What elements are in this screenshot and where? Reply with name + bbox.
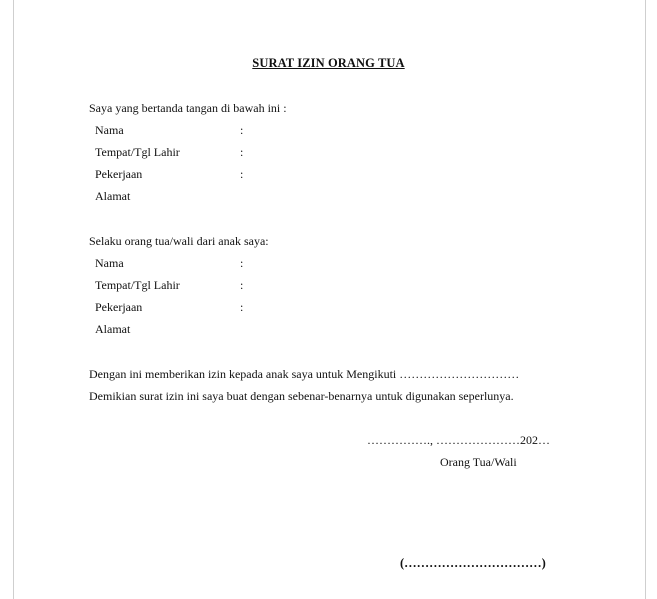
field-label: Nama [95, 123, 124, 137]
field-colon: : [240, 278, 244, 292]
child-field-row [95, 278, 243, 292]
child-field-row [95, 256, 243, 270]
field-label: Pekerjaan [95, 300, 143, 314]
parent-field-row [95, 167, 243, 181]
field-label: Alamat [95, 322, 131, 336]
permission-text: Dengan ini memberikan izin kepada anak saya untuk Mengikuti ………………………… [89, 367, 520, 381]
intro-text: Saya yang bertanda tangan di bawah ini : [89, 101, 287, 115]
page-left-edge [13, 0, 14, 599]
field-colon: : [240, 300, 244, 314]
field-colon: : [240, 256, 244, 270]
field-label: Tempat/Tgl Lahir [95, 145, 180, 159]
signatory-role: Orang Tua/Wali [440, 455, 517, 469]
signature-line: (……………………………) [400, 556, 546, 570]
parent-field-row [95, 123, 243, 137]
child-field-row [95, 300, 243, 314]
field-label: Nama [95, 256, 124, 270]
page-right-edge [645, 0, 646, 599]
field-colon: : [240, 123, 244, 137]
child-intro-text: Selaku orang tua/wali dari anak saya: [89, 234, 269, 248]
child-field-row [95, 322, 240, 336]
field-label: Tempat/Tgl Lahir [95, 278, 180, 292]
document-title: SURAT IZIN ORANG TUA [252, 56, 405, 70]
field-label: Pekerjaan [95, 167, 143, 181]
closing-text: Demikian surat izin ini saya buat dengan sebenar-benarnya untuk digunakan seperlunya. [89, 389, 514, 403]
parent-field-row [95, 145, 243, 159]
field-colon: : [240, 167, 244, 181]
parent-field-row [95, 189, 240, 203]
field-label: Alamat [95, 189, 131, 203]
place-date-line: ……………., …………………202… [367, 433, 550, 447]
field-colon: : [240, 145, 244, 159]
